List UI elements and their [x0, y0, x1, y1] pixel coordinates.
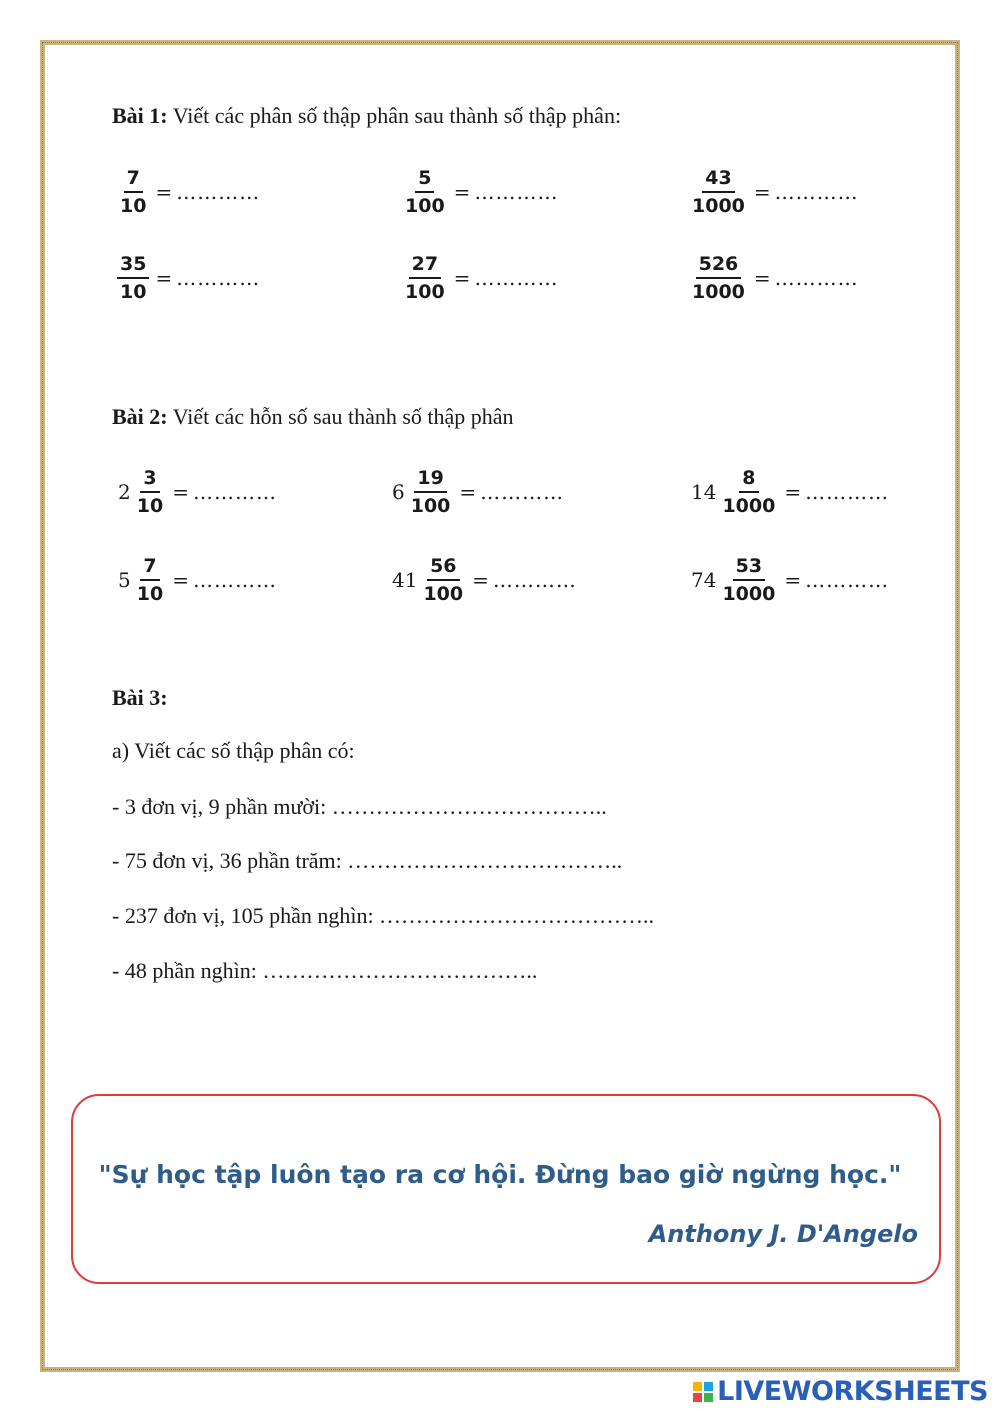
- fraction: $\frac{43}{1000}$: [692, 167, 745, 217]
- equals-sign: =: [472, 568, 489, 592]
- answer-blank[interactable]: …………: [474, 180, 559, 204]
- whole-number: 2: [118, 480, 131, 504]
- whole-number: 41: [392, 568, 418, 592]
- answer-blank[interactable]: …………: [192, 480, 277, 504]
- answer-blank[interactable]: …………: [774, 180, 859, 204]
- equals-sign: =: [155, 266, 173, 290]
- equals-sign: =: [172, 480, 189, 504]
- equals-sign: =: [753, 180, 771, 204]
- fraction: $\frac{35}{10}$: [117, 254, 149, 302]
- brand-name: LIVEWORKSHEETS: [717, 1376, 988, 1407]
- equals-sign: =: [784, 568, 802, 592]
- logo-square: [704, 1393, 713, 1402]
- bai1-heading: [112, 103, 621, 129]
- quote-text: "Sự học tập luôn tạo ra cơ hội. Đừng bao giờ ngừng học.": [98, 1160, 902, 1189]
- bai2-instruction: Viết các hỗn số sau thành số thập phân: [167, 404, 514, 429]
- bai1-item-3: [687, 168, 859, 216]
- equals-sign: =: [453, 180, 471, 204]
- fraction: $\frac{19}{100}$: [410, 467, 451, 517]
- answer-blank[interactable]: …………: [774, 266, 859, 290]
- equals-sign: =: [453, 266, 471, 290]
- logo-square: [693, 1393, 702, 1402]
- answer-blank[interactable]: …………: [176, 180, 261, 204]
- bai2-item-3: [691, 468, 889, 516]
- bai1-item-1: [115, 168, 260, 216]
- equals-sign: =: [753, 266, 771, 290]
- answer-blank[interactable]: …………: [492, 568, 577, 592]
- answer-blank[interactable]: …………: [805, 480, 890, 504]
- bai2-item-1: [118, 468, 277, 516]
- fraction: $\frac{27}{100}$: [405, 253, 445, 303]
- equals-sign: =: [784, 480, 802, 504]
- equals-sign: =: [172, 568, 189, 592]
- bai3-part-a: a) Viết các số thập phân có:: [112, 738, 355, 763]
- logo-square: [693, 1382, 702, 1391]
- bai3-line-3[interactable]: - 237 đơn vị, 105 phần nghìn: ………………………………..: [112, 903, 655, 928]
- bai1-item-2: [400, 168, 558, 216]
- bai3-heading: [112, 685, 168, 711]
- fraction: $\frac{56}{100}$: [423, 555, 464, 605]
- whole-number: 6: [392, 480, 405, 504]
- bai3-line-1[interactable]: - 3 đơn vị, 9 phần mười: ………………………………..: [112, 794, 607, 819]
- bai2-item-6: [691, 556, 889, 604]
- bai2-item-4: [118, 556, 277, 604]
- bai1-label: Bài 1:: [112, 103, 168, 128]
- bai2-item-2: [392, 468, 564, 516]
- bai2-heading: [112, 404, 514, 430]
- answer-blank[interactable]: …………: [480, 480, 565, 504]
- equals-sign: =: [155, 180, 173, 204]
- quote-box: [71, 1094, 941, 1284]
- answer-blank[interactable]: …………: [176, 266, 261, 290]
- answer-blank[interactable]: …………: [474, 266, 559, 290]
- bai3-label: Bài 3:: [112, 685, 168, 710]
- fraction: $\frac{526}{1000}$: [692, 253, 745, 303]
- fraction: $\frac{7}{10}$: [120, 167, 147, 217]
- logo-icon: [693, 1382, 713, 1402]
- bai3-line-2[interactable]: - 75 đơn vị, 36 phần trăm: ………………………………..: [112, 848, 623, 873]
- fraction: $\frac{3}{10}$: [136, 467, 164, 517]
- bai1-instruction: Viết các phân số thập phân sau thành số thập phân:: [167, 103, 622, 128]
- fraction: $\frac{7}{10}$: [136, 555, 164, 605]
- bai1-item-4: [115, 254, 260, 302]
- equals-sign: =: [459, 480, 477, 504]
- whole-number: 74: [691, 568, 717, 592]
- answer-blank[interactable]: …………: [805, 568, 890, 592]
- bai3-line-4[interactable]: - 48 phần nghìn: ………………………………..: [112, 958, 538, 983]
- whole-number: 14: [691, 480, 717, 504]
- whole-number: 5: [118, 568, 131, 592]
- bai1-item-6: [687, 254, 859, 302]
- fraction: $\frac{53}{1000}$: [722, 555, 776, 605]
- fraction: $\frac{8}{1000}$: [722, 467, 776, 517]
- fraction: $\frac{5}{100}$: [405, 167, 445, 217]
- bai2-label: Bài 2:: [112, 404, 168, 429]
- logo-square: [704, 1382, 713, 1391]
- liveworksheets-logo: [693, 1376, 988, 1407]
- quote-author: Anthony J. D'Angelo: [648, 1220, 918, 1248]
- bai2-item-5: [392, 556, 577, 604]
- answer-blank[interactable]: …………: [192, 568, 277, 592]
- bai1-item-5: [400, 254, 558, 302]
